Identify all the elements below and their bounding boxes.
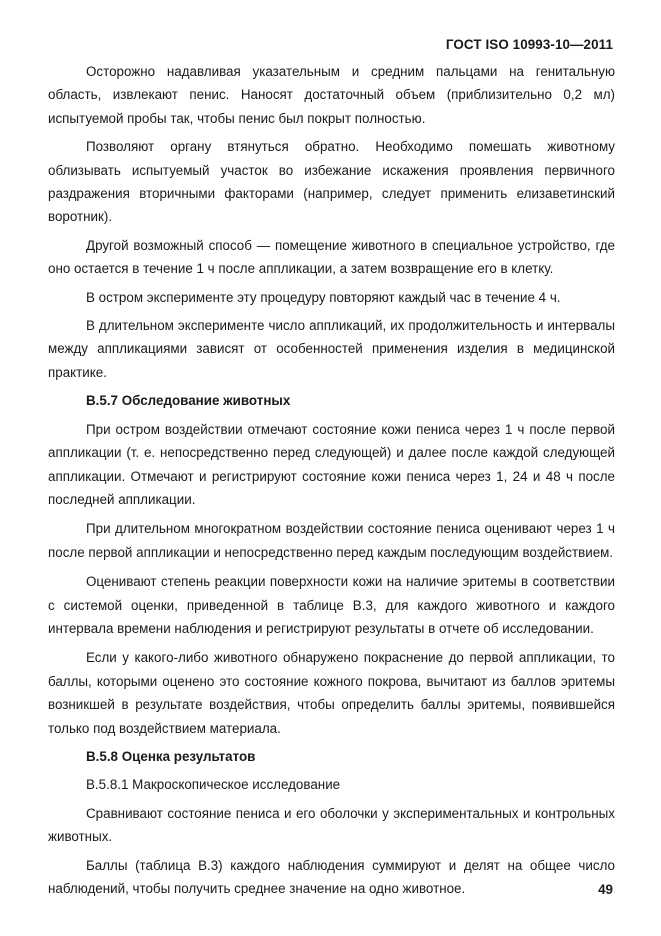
paragraph: При остром воздействии отмечают состояние кожи пениса через 1 ч после первой аппликации (т. е. непосредственно перед следующей) и далее после каждой следующей аппликации. Отмечают и регистрируют состояние кожи пениса через 1, 24 и 48 ч после последней аппликации.	[48, 421, 615, 507]
paragraph: Если у какого-либо животного обнаружено покраснение до первой аппликации, то баллы, которыми оценено это состояние кожного покрова, вычитают из баллов эритемы возникшей в результате воздействия, чтобы определить баллы эритемы, появившейся только под воздействием материала.	[48, 650, 615, 736]
document-body	[48, 60, 615, 905]
subsection-heading: В.5.8.1 Макроскопическое исследование	[86, 777, 341, 793]
paragraph: Сравнивают состояние пениса и его оболочки у экспериментальных и контрольных животных.	[48, 805, 615, 845]
paragraph: Осторожно надавливая указательным и средним пальцами на генитальную область, извлекают пенис. Наносят достаточный объем (приблизительно 0,2 мл) испытуемой пробы так, чтобы пенис был покрыт полностью.	[48, 64, 615, 126]
section-heading: В.5.7 Обследование животных	[86, 393, 291, 409]
paragraph: В остром эксперименте эту процедуру повторяют каждый час в течение 4 ч.	[86, 289, 561, 305]
section-heading: В.5.8 Оценка результатов	[86, 748, 256, 764]
paragraph: Оценивают степень реакции поверхности кожи на наличие эритемы в соответствии с системой оценки, приведенной в таблице В.3, для каждого животного и каждого интервала времени наблюдения и регистрируют результаты в отчете об исследовании.	[48, 574, 615, 636]
page-number: 49	[598, 882, 613, 897]
standard-header: ГОСТ ISO 10993-10—2011	[445, 37, 613, 52]
paragraph: Позволяют органу втянуться обратно. Необходимо помешать животному облизывать испытуемый участок во избежание искажения проявления первичного раздражения вторичными факторами (например, следует применить елизаветинский воротник).	[48, 139, 615, 225]
paragraph: Баллы (таблица В.3) каждого наблюдения суммируют и делят на общее число наблюдений, чтобы получить среднее значение на одно животное.	[48, 857, 615, 896]
paragraph: При длительном многократном воздействии состояние пениса оценивают через 1 ч после первой аппликации и непосредственно перед каждым последующим воздействием.	[48, 521, 615, 560]
paragraph: Другой возможный способ — помещение животного в специальное устройство, где оно остается в течение 1 ч после аппликации, а затем возвращение его в клетку.	[48, 237, 615, 277]
paragraph: В длительном эксперименте число аппликаций, их продолжительность и интервалы между аппликациями зависят от особенностей применения изделия в медицинской практике.	[48, 318, 615, 380]
